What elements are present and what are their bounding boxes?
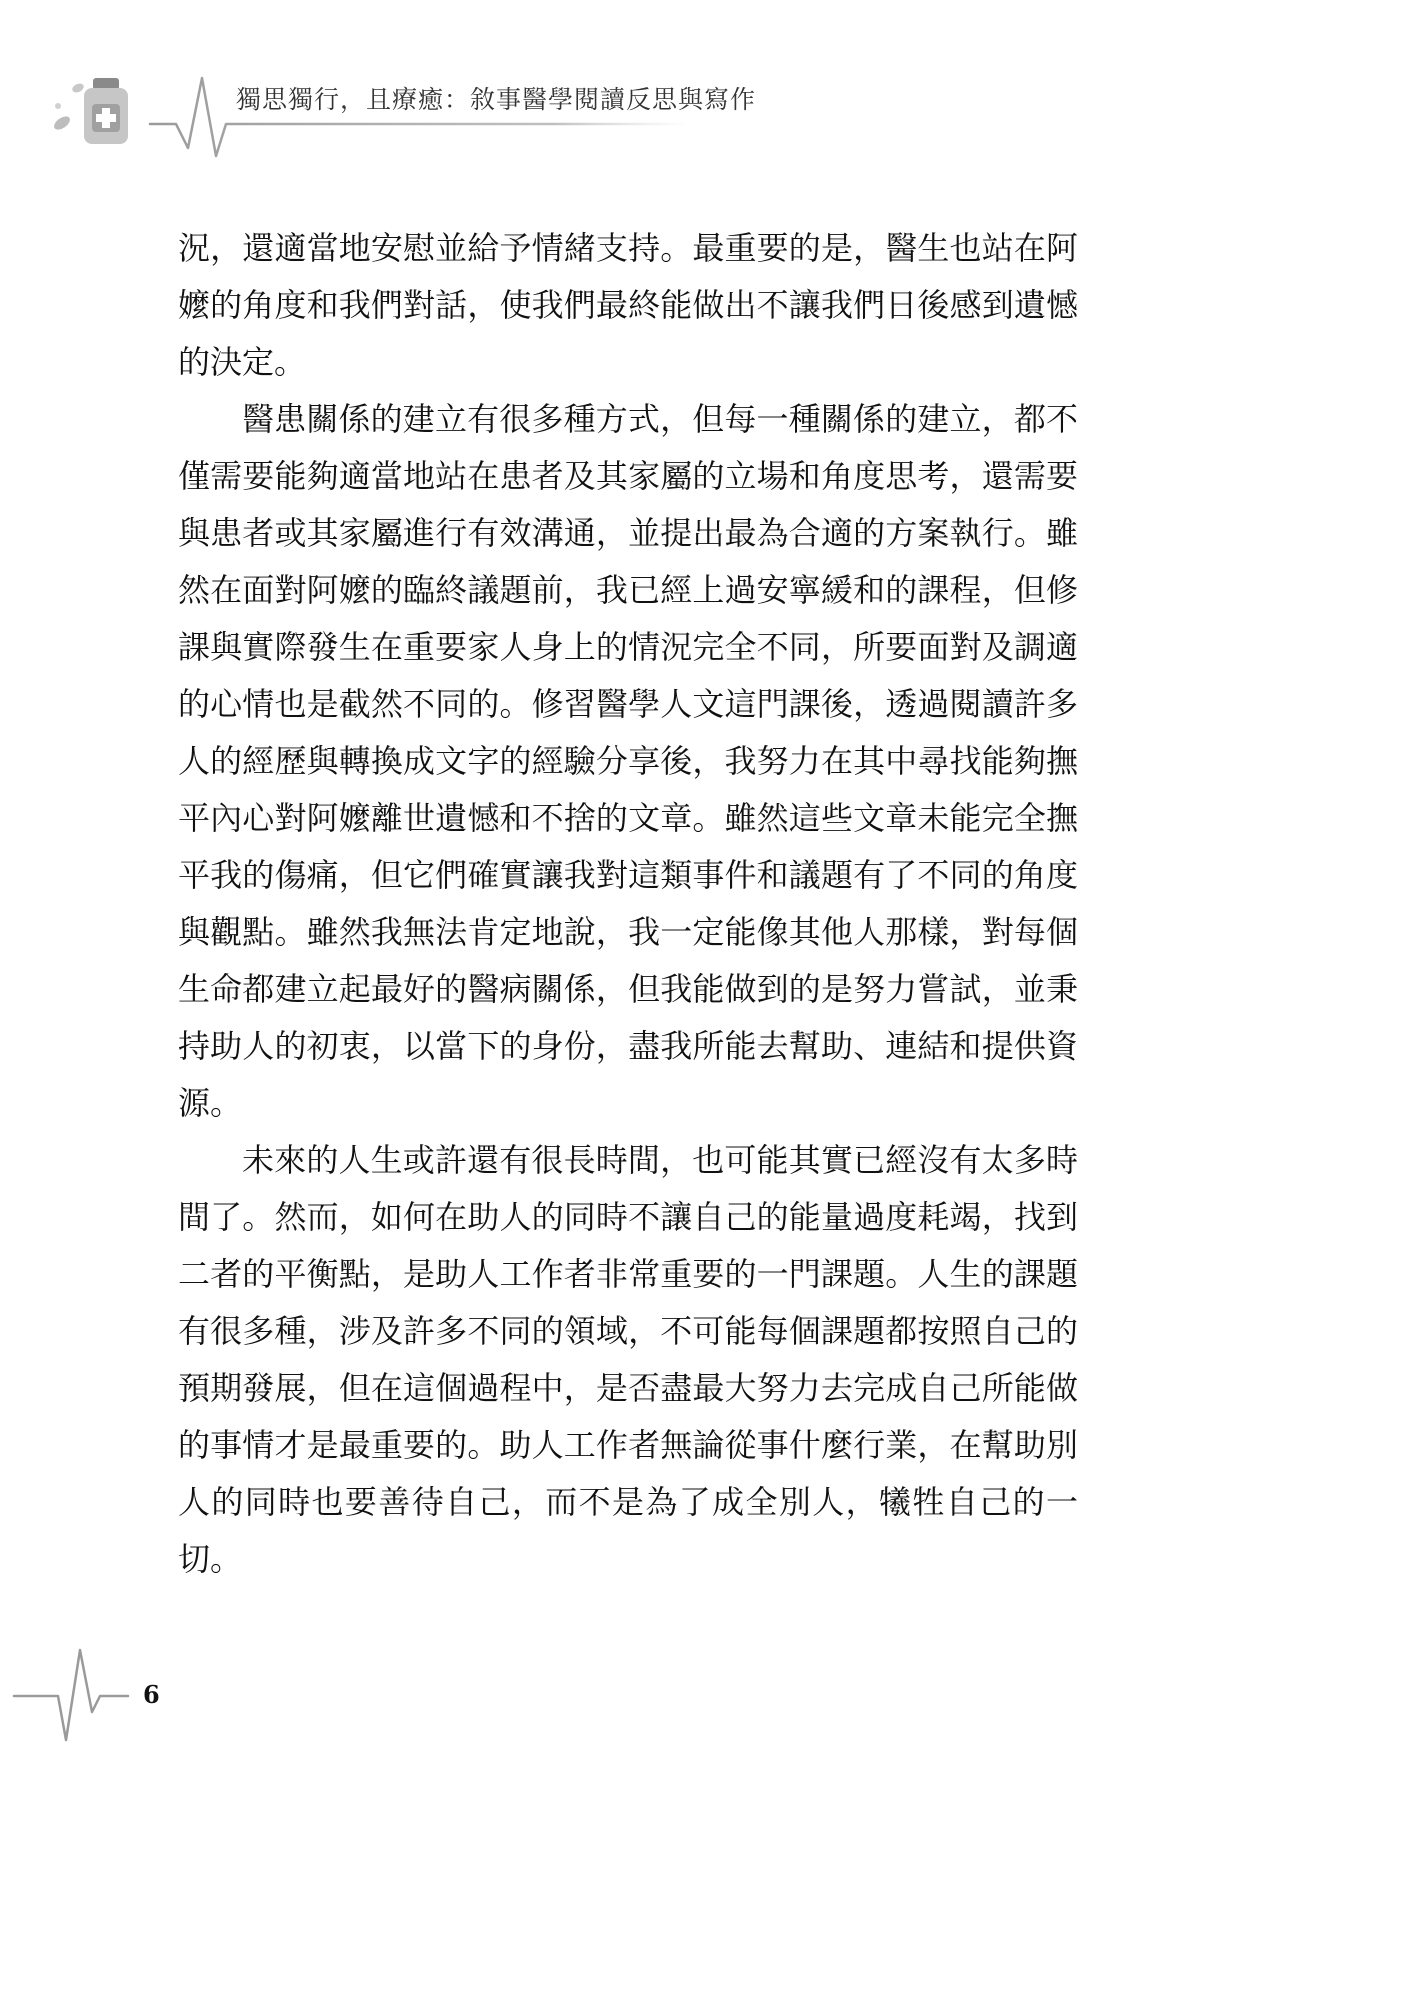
footer-heartbeat-line-icon bbox=[0, 1640, 160, 1750]
pill-icon bbox=[52, 82, 85, 132]
paragraph: 醫患關係的建立有很多種方式，但每一種關係的建立，都不僅需要能夠適當地站在患者及其家屬的立場和角度思考，還需要與患者或其家屬進行有效溝通，並提出最為合適的方案執行。雖然在面對阿嬤的臨終議題前，我已經上過安寧緩和的課程，但修課與實際發生在重要家人身上的情況完全不同，所要面對及調適的心情也是截然不同的。修習醫學人文這門課後，透過閱讀許多人的經歷與轉換成文字的經驗分享後，我努力在其中尋找能夠撫平內心對阿嬤離世遺憾和不捨的文章。雖然這些文章未能完全撫平我的傷痛，但它們確實讓我對這類事件和議題有了不同的角度與觀點。雖然我無法肯定地說，我一定能像其他人那樣，對每個生命都建立起最好的醫病關係，但我能做到的是努力嘗試，並秉持助人的初衷，以當下的身份，盡我所能去幫助、連結和提供資源。 bbox=[178, 400, 1078, 1122]
running-head-title: 獨思獨行，且療癒：敘事醫學閱讀反思與寫作 bbox=[236, 85, 757, 114]
header-decoration bbox=[0, 60, 700, 180]
paragraph: 未來的人生或許還有很長時間，也可能其實已經沒有太多時間了。然而，如何在助人的同時不讓自己的能量過度耗竭，找到二者的平衡點，是助人工作者非常重要的一門課題。人生的課題有很多種，涉及許多不同的領域，不可能每個課題都按照自己的預期發展，但在這個過程中，是否盡最大努力去完成自己所能做的事情才是最重要的。助人工作者無論從事什麼行業，在幫助別人的同時也要善待自己，而不是為了成全別人，犧牲自己的一切。 bbox=[178, 1141, 1078, 1578]
body-text bbox=[178, 220, 1078, 1588]
paragraph-continued: 況，還適當地安慰並給予情緒支持。最重要的是，醫生也站在阿嬤的角度和我們對話，使我們最終能做出不讓我們日後感到遺憾的決定。 bbox=[178, 229, 1078, 381]
medicine-bottle-icon bbox=[84, 78, 128, 144]
page-number: 6 bbox=[143, 1680, 160, 1709]
